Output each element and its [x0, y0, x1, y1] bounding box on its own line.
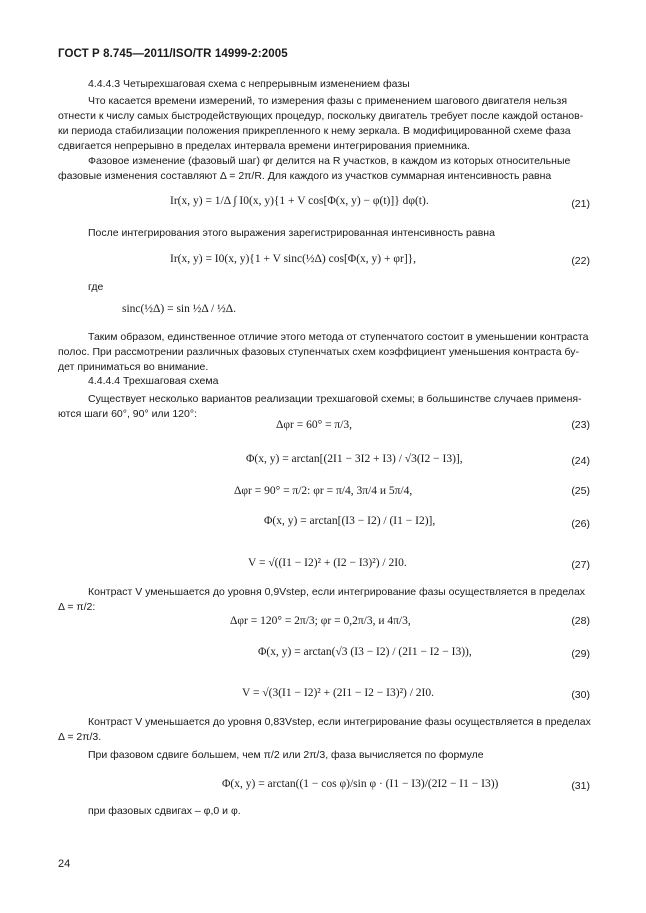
- document-header: ГОСТ Р 8.745—2011/ISO/TR 14999-2:2005: [58, 48, 288, 60]
- paragraph-phase-shifts: [58, 804, 593, 819]
- equation-body: V = √(3(I1 − I2)² + (2I1 − I2 − I3)²) / 2I0.: [242, 687, 435, 699]
- text-line: где: [88, 281, 104, 293]
- text-line: Контраст V уменьшается до уровня 0,9Vstep, если интегрирование фазы осуществляется в пределах: [88, 586, 586, 598]
- text-line: При фазовом сдвиге большем, чем π/2 или 2π/3, фаза вычисляется по формуле: [88, 749, 484, 761]
- text-line: полос. При рассмотрении различных фазовых ступенчатых схем коэффициент уменьшения контраста бу-: [58, 346, 580, 359]
- equation-number: (28): [571, 615, 590, 627]
- equation-body: Δφr = 60° = π/3,: [276, 419, 353, 431]
- text-line: Δ = π/2:: [58, 601, 96, 614]
- equation-body: Φ(x, y) = arctan((1 − cos φ)/sin φ · (I1 − I3)/(2I2 − I1 − I3)): [222, 778, 499, 790]
- equation-body: sinc(½Δ) = sin ½Δ / ½Δ.: [122, 303, 236, 315]
- equation-number: (24): [571, 455, 590, 467]
- section-heading-4444: 4.4.4.4 Трехшаговая схема: [88, 375, 219, 387]
- page-number: 24: [58, 858, 71, 870]
- text-line: Что касается времени измерений, то измерения фазы с применением шагового двигателя нельзя: [88, 95, 568, 107]
- equation-28: [58, 612, 593, 642]
- equation-21: [58, 190, 593, 220]
- equation-number: (22): [571, 255, 590, 267]
- equation-sinc: [58, 297, 593, 327]
- equation-number: (30): [571, 689, 590, 701]
- equation-body: Ir(x, y) = I0(x, y){1 + V sinc(½Δ) cos[Φ(x, y) + φr]},: [170, 253, 417, 265]
- equation-30: [58, 681, 593, 711]
- text-line: Таким образом, единственное отличие этого метода от ступенчатого состоит в уменьшении контраста: [88, 331, 589, 343]
- equation-body: Φ(x, y) = arctan[(2I1 − 3I2 + I3) / √3(I2 − I3)],: [246, 453, 463, 465]
- paragraph-measurement-time: [58, 94, 593, 154]
- text-line: Δ = 2π/3.: [58, 731, 102, 744]
- paragraph-phase-step: [58, 154, 593, 184]
- text-line: ются шаги 60°, 90° или 120°:: [58, 408, 197, 421]
- equation-number: (26): [571, 518, 590, 530]
- equation-26: [58, 510, 593, 540]
- text-line: при фазовых сдвигах – φ,0 и φ.: [88, 805, 241, 817]
- text-line: После интегрирования этого выражения зарегистрированная интенсивность равна: [88, 227, 495, 239]
- equation-29: [58, 640, 593, 670]
- equation-23: [58, 417, 593, 447]
- equation-body: Ir(x, y) = 1/Δ ∫ I0(x, y){1 + V cos[Φ(x, y) − φ(t)]} dφ(t).: [170, 195, 429, 207]
- text-line: отнести к числу самых быстродействующих процедур, поскольку двигатель требует после каждой останов-: [58, 110, 584, 123]
- text-line: Фазовое изменение (фазовый шаг) φr делится на R участков, в каждом из которых относительные: [88, 155, 571, 167]
- paragraph-contrast-difference: [58, 330, 593, 375]
- equation-number: (21): [571, 198, 590, 210]
- equation-22: [58, 247, 593, 277]
- text-line: ки периода стабилизации положения прикрепленного к нему зеркала. В модифицированной схеме фаза: [58, 125, 571, 138]
- text-line: фазовые изменения составляют Δ = 2π/R. Для каждого из участков суммарная интенсивность равна: [58, 170, 552, 183]
- where-label: [58, 280, 593, 295]
- text-line: Существует несколько вариантов реализации трехшаговой схемы; в большинстве случаев применя-: [88, 393, 582, 405]
- equation-number: (29): [571, 648, 590, 660]
- equation-body: V = √((I1 − I2)² + (I2 − I3)²) / 2I0.: [248, 557, 407, 569]
- equation-27: [58, 551, 593, 581]
- equation-number: (25): [571, 485, 590, 497]
- text-line: Контраст V уменьшается до уровня 0,83Vstep, если интегрирование фазы осуществляется в пределах: [88, 716, 591, 728]
- equation-number: (23): [571, 419, 590, 431]
- section-heading-4443: 4.4.4.3 Четырехшаговая схема с непрерывным изменением фазы: [88, 78, 410, 90]
- text-line: дет приниматься во внимание.: [58, 361, 209, 374]
- equation-24: [58, 447, 593, 477]
- equation-body: Φ(x, y) = arctan[(I3 − I2) / (I1 − I2)],: [264, 515, 436, 527]
- equation-number: (27): [571, 559, 590, 571]
- equation-body: Δφr = 90° = π/2: φr = π/4, 3π/4 и 5π/4,: [234, 485, 413, 497]
- paragraph-contrast-083: [58, 715, 593, 745]
- equation-body: Δφr = 120° = 2π/3; φr = 0,2π/3, и 4π/3,: [230, 615, 411, 627]
- equation-number: (31): [571, 780, 590, 792]
- paragraph-large-phase-shift: [58, 748, 593, 763]
- text-line: сдвигается непрерывно в пределах интервала времени интегрирования приемника.: [58, 140, 470, 153]
- paragraph-after-integration: [58, 226, 593, 241]
- equation-25: [58, 483, 593, 513]
- equation-body: Φ(x, y) = arctan(√3 (I3 − I2) / (2I1 − I2 − I3)),: [258, 646, 472, 658]
- equation-31: [58, 770, 593, 800]
- paragraph-contrast-09: [58, 585, 593, 615]
